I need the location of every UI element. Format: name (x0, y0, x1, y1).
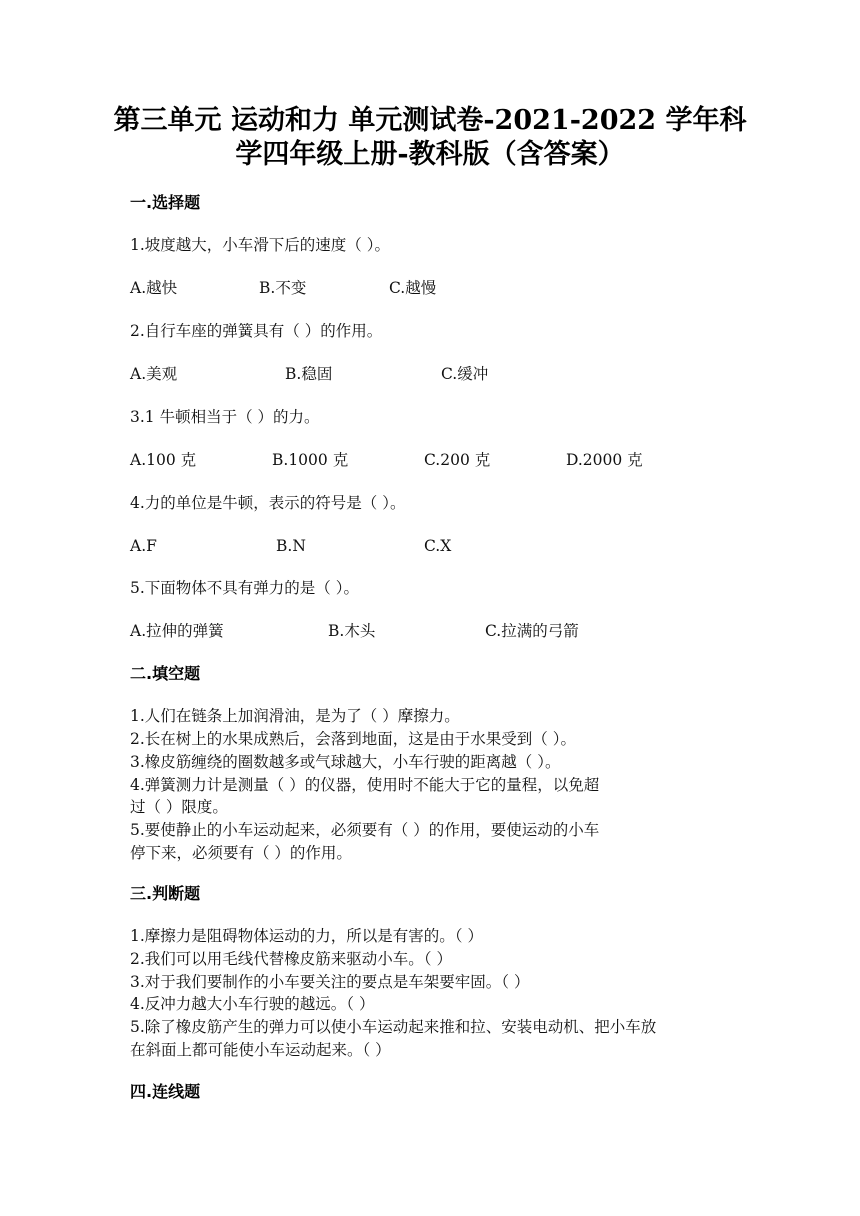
section-heading-fill: 二.填空题 (130, 664, 201, 683)
option-c: C.缓冲 (441, 365, 489, 383)
fill-line: 1.人们在链条上加润滑油，是为了（ ）摩擦力。 (130, 707, 460, 725)
fill-line: 3.橡皮筋缠绕的圈数越多或气球越大，小车行驶的距离越（ ）。 (130, 753, 561, 771)
option-b: B.1000 克 (272, 451, 349, 469)
fill-line: 2.长在树上的水果成熟后，会落到地面，这是由于水果受到（ ）。 (130, 730, 576, 748)
document-title (110, 104, 750, 172)
judge-line: 4.反冲力越大小车行驶的越远。（ ） (130, 995, 375, 1013)
judge-line: 3.对于我们要制作的小车要关注的要点是车架要牢固。（ ） (130, 973, 530, 991)
option-d: D.2000 克 (566, 451, 643, 469)
fill-line: 5.要使静止的小车运动起来，必须要有（ ）的作用，要使运动的小车 (130, 821, 600, 839)
section-heading-choice: 一.选择题 (130, 193, 201, 212)
fill-line: 过（ ）限度。 (130, 798, 228, 816)
section-heading-judge: 三.判断题 (130, 884, 201, 903)
option-a: A.越快 (130, 279, 178, 297)
question-stem: 3.1 牛顿相当于（ ）的力。 (130, 408, 320, 426)
judge-line: 5.除了橡皮筋产生的弹力可以使小车运动起来推和拉、安装电动机、把小车放 (130, 1018, 657, 1036)
question-stem: 2.自行车座的弹簧具有（ ）的作用。 (130, 322, 383, 340)
judge-line: 在斜面上都可能使小车运动起来。（ ） (130, 1041, 391, 1059)
fill-line: 停下来，必须要有（ ）的作用。 (130, 844, 352, 862)
option-c: C.200 克 (424, 451, 491, 469)
option-a: A.100 克 (130, 451, 197, 469)
title-line-2: 学四年级上册-教科版（含答案） (235, 139, 625, 170)
option-c: C.拉满的弓箭 (485, 622, 579, 640)
section-heading-match: 四.连线题 (130, 1082, 201, 1101)
option-c: C.X (424, 537, 452, 555)
option-a: A.美观 (130, 365, 178, 383)
judge-line: 1.摩擦力是阻碍物体运动的力，所以是有害的。（ ） (130, 927, 483, 945)
question-stem: 5.下面物体不具有弹力的是（ ）。 (130, 579, 359, 597)
question-stem: 4.力的单位是牛顿，表示的符号是（ ）。 (130, 494, 406, 512)
option-a: A.拉伸的弹簧 (130, 622, 224, 640)
option-b: B.稳固 (285, 365, 333, 383)
option-b: B.木头 (328, 622, 376, 640)
judge-line: 2.我们可以用毛线代替橡皮筋来驱动小车。（ ） (130, 950, 452, 968)
question-stem: 1.坡度越大，小车滑下后的速度（ ）。 (130, 236, 390, 254)
option-b: B.N (276, 537, 306, 555)
option-a: A.F (130, 537, 157, 555)
fill-line: 4.弹簧测力计是测量（ ）的仪器，使用时不能大于它的量程，以免超 (130, 776, 600, 794)
option-b: B.不变 (259, 279, 307, 297)
title-line-1: 第三单元 运动和力 单元测试卷-2021-2022 学年科 (113, 105, 747, 136)
option-c: C.越慢 (389, 279, 437, 297)
